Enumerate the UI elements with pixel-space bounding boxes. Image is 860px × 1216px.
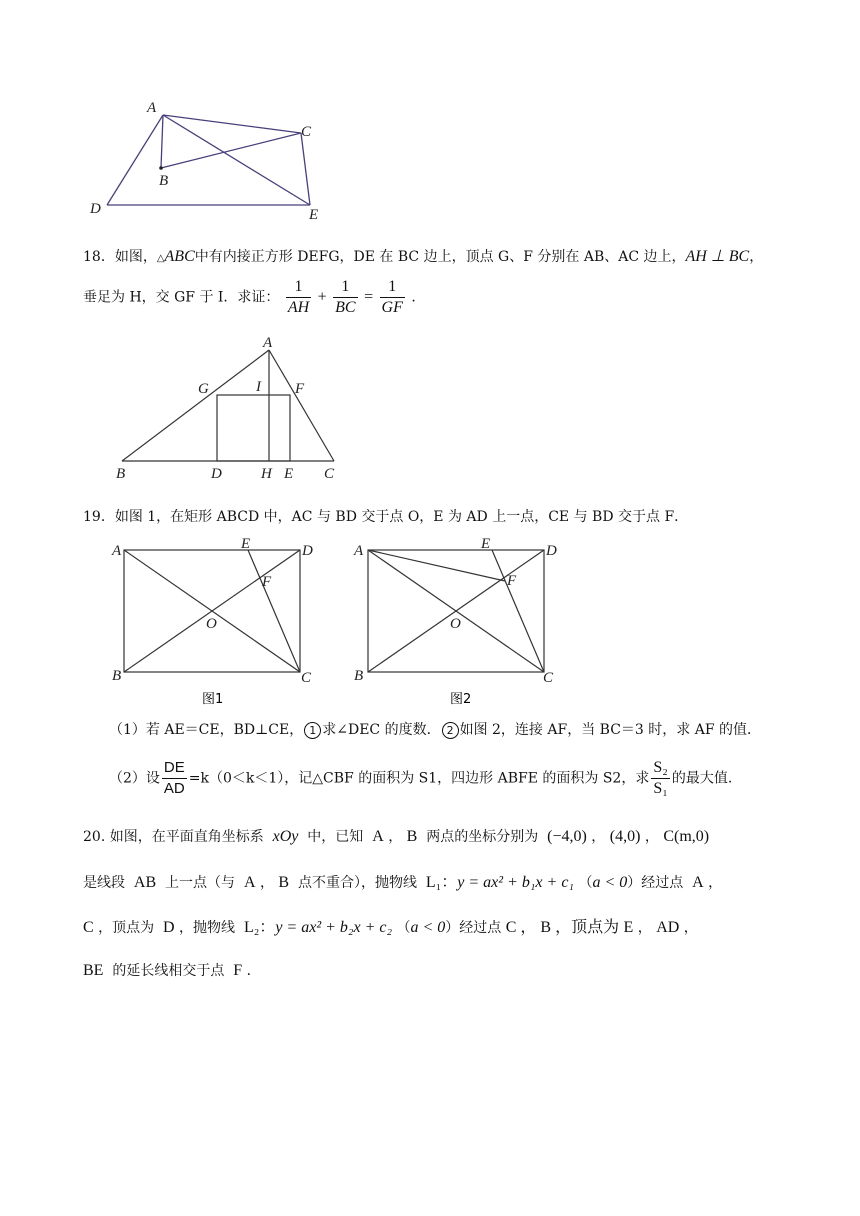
figure-q19-1 — [108, 536, 328, 710]
label-G: G — [198, 381, 209, 397]
q19-p2-b: =k（0＜k＜1），记△CBF 的面积为 S1，四边形 ABFE 的面积为 S2，求 — [188, 770, 650, 787]
q20-equation-2: y = ax² + b₂x + c₂ — [275, 919, 393, 936]
label-A: A — [354, 543, 364, 559]
figure-caption-1: 图1 — [202, 692, 224, 707]
point-B — [159, 166, 163, 170]
comma: ， — [591, 829, 606, 845]
q19-line1 — [83, 506, 688, 528]
label-H: H — [261, 466, 272, 482]
frac-num: S₂ — [651, 758, 669, 779]
q20-segment-AD: AD — [656, 919, 680, 936]
label-D: D — [211, 466, 222, 482]
fraction-1-over-AH — [286, 277, 311, 318]
q18-text-c: ， — [749, 249, 764, 265]
label-B: B — [354, 668, 364, 684]
label-O: O — [206, 616, 217, 632]
q20-point-D: D — [163, 919, 175, 936]
q19-part2 — [109, 758, 732, 799]
q18-line1 — [83, 246, 763, 270]
label-I: I — [256, 379, 261, 395]
q20-line2-d: ）经过点 — [627, 875, 684, 891]
q19-part1 — [109, 719, 761, 741]
q20-L1: L₁： — [425, 874, 458, 891]
q20-equation-1: y = ax² + b₁x + c₁ — [457, 874, 574, 891]
q20-line1 — [83, 826, 709, 848]
q20-coord-A: (−4,0) — [547, 828, 587, 845]
figure-q19-2 — [350, 536, 570, 710]
q19-p1-a: （1）若 AE＝CE，BD⊥CE， — [109, 722, 304, 738]
q20-point-E: E — [623, 919, 634, 936]
q20-coord-B: (4,0) — [609, 828, 641, 845]
label-E: E — [309, 207, 319, 223]
frac-den: AD — [163, 780, 185, 797]
q18-text-a: 如图， — [114, 249, 157, 265]
q20-condition: a < 0 — [410, 919, 446, 936]
comma: ， — [708, 875, 723, 891]
q20-line2-c: 点不重合），抛物线 — [298, 875, 417, 891]
frac-den: GF — [381, 299, 403, 316]
figure-caption-2: 图2 — [450, 692, 472, 707]
segment-AC — [269, 350, 334, 461]
q20-line3-e: C ， B ，顶点为 — [505, 919, 620, 936]
comma: ， — [644, 829, 659, 845]
label-C: C — [543, 670, 554, 686]
q20-point-C: C — [83, 919, 94, 936]
label-A: A — [112, 543, 122, 559]
period: ． — [246, 963, 261, 979]
label-E: E — [284, 466, 294, 482]
q18-end: ． — [411, 289, 426, 306]
frac-num: 1 — [286, 277, 311, 298]
fraction-1-over-BC — [333, 277, 357, 318]
q18-line2 — [83, 277, 425, 318]
figure-q17 — [85, 95, 335, 225]
q20-point-A: A — [372, 828, 384, 845]
label-A: A — [263, 335, 273, 351]
segment-CE — [301, 133, 310, 205]
label-B: B — [116, 466, 126, 482]
figure-q18-svg — [110, 335, 350, 485]
label-B: B — [112, 668, 122, 684]
q19-p1-b: 求∠DEC 的度数． — [322, 722, 441, 738]
q20-point-A: A — [692, 874, 704, 891]
label-D: D — [302, 543, 313, 559]
q19-p1-c: 如图 2，连接 AF，当 BC＝3 时，求 AF 的值． — [459, 722, 762, 738]
frac-den: BC — [335, 299, 356, 316]
frac-num: 1 — [333, 277, 357, 298]
label-C: C — [301, 124, 312, 140]
fraction-1-over-GF — [380, 277, 405, 318]
square-DEFG — [217, 395, 290, 461]
fraction-DE-over-AD — [162, 758, 187, 799]
q20-line3-b: ，顶点为 — [98, 920, 155, 936]
q19-p2-c: 的最大值. — [671, 770, 733, 787]
q19-p2-a: （2）设 — [109, 770, 160, 787]
q20-line4 — [83, 960, 261, 982]
label-F: F — [507, 573, 517, 589]
q20-coord-C: C(m,0) — [663, 828, 710, 845]
segment-BC — [161, 133, 301, 168]
label-B: B — [159, 173, 169, 189]
frac-den: AH — [287, 299, 310, 316]
paren-left: （ — [396, 920, 411, 936]
circled-number-2: 2 — [442, 722, 459, 739]
label-D: D — [546, 543, 557, 559]
frac-num: 1 — [380, 277, 405, 298]
q20-line2 — [83, 872, 722, 894]
q20-line3-d: ）经过点 — [445, 920, 502, 936]
plus-sign: + — [317, 288, 327, 306]
q19-number: 19． — [83, 509, 115, 525]
q20-line3 — [83, 917, 698, 939]
frac-den: S₁ — [653, 780, 668, 797]
label-E: E — [481, 536, 491, 552]
label-C: C — [301, 670, 312, 686]
label-F: F — [295, 381, 305, 397]
q18-text-b: 中有内接正方形 DEFG，DE 在 BC 边上，顶点 G、F 分别在 AB、AC 边上， — [194, 249, 686, 265]
q20-line2-a: 是线段 — [83, 875, 125, 891]
comma: ， — [259, 875, 274, 891]
figure-q19-2-svg — [350, 536, 570, 710]
equals-sign: = — [364, 288, 374, 306]
comma: ， — [683, 920, 698, 936]
figure-q19-1-svg — [108, 536, 328, 710]
fraction-S2-over-S1 — [651, 758, 669, 799]
q20-point-B: B — [278, 874, 290, 891]
q20-point-B: B — [406, 828, 418, 845]
q18-text-d: 垂足为 H，交 GF 于 I．求证： — [83, 289, 280, 306]
segment-AC — [163, 115, 301, 133]
comma: ， — [637, 920, 652, 936]
frac-num: DE — [162, 758, 187, 779]
label-D: D — [90, 201, 101, 217]
figure-q18 — [110, 335, 350, 485]
q18-perp: AH ⊥ BC — [685, 248, 750, 265]
circled-number-1: 1 — [304, 722, 321, 739]
label-O: O — [450, 616, 461, 632]
q20-L2: L₂： — [243, 919, 276, 936]
q18-number: 18． — [83, 249, 115, 265]
paren-left: （ — [578, 875, 593, 891]
q20-line4-b: 的延长线相交于点 — [112, 963, 225, 979]
q20-line1-a: 20. 如图，在平面直角坐标系 — [83, 829, 264, 845]
q20-line1-b: 中，已知 — [307, 829, 364, 845]
comma: ， — [388, 829, 403, 845]
triangle-symbol: △ — [156, 253, 165, 264]
q20-condition: a < 0 — [592, 874, 628, 891]
segment-AB — [161, 115, 163, 168]
q20-point-F: F — [233, 962, 243, 979]
label-C: C — [324, 466, 335, 482]
segment-AB — [122, 350, 269, 461]
q20-line2-b: 上一点（与 — [165, 875, 236, 891]
q20-xoy: xOy — [272, 828, 299, 845]
q20-segment-AB: AB — [133, 874, 157, 891]
label-F: F — [262, 574, 272, 590]
q20-line1-c: 两点的坐标分别为 — [426, 829, 539, 845]
label-E: E — [241, 536, 251, 552]
q18-abc: ABC — [164, 248, 195, 265]
segment-AF — [368, 550, 505, 581]
q20-point-A: A — [243, 874, 256, 891]
segment-AD — [107, 115, 163, 205]
q19-text: 如图 1，在矩形 ABCD 中，AC 与 BD 交于点 O，E 为 AD 上一点，CE 与 BD 交于点 F． — [114, 509, 689, 525]
q20-segment-BE: BE — [83, 962, 104, 979]
label-A: A — [147, 100, 157, 116]
segment-AE — [163, 115, 310, 205]
q20-line3-c: ，抛物线 — [179, 920, 236, 936]
figure-q17-svg — [85, 95, 335, 225]
